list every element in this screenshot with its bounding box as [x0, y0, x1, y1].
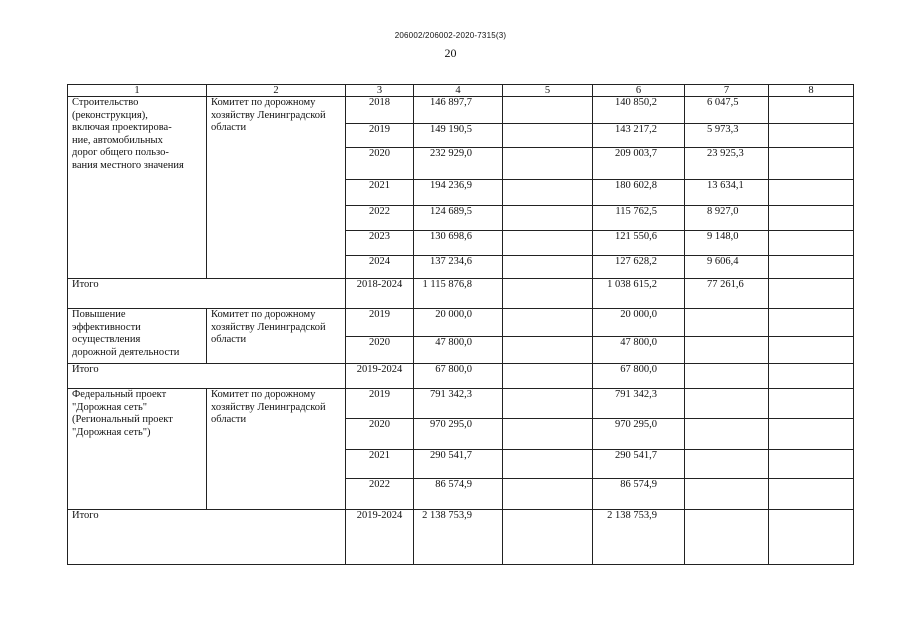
document-id: 206002/206002-2020-7315(3): [394, 31, 507, 40]
total-amount-cell: 20 000,0: [414, 309, 503, 337]
activity-name-line: (Региональный проект: [72, 414, 173, 425]
executor-name-line: Комитет по дорожному: [211, 309, 316, 320]
total-amount-cell: 146 897,7: [414, 97, 503, 124]
local-budget-cell: [685, 389, 769, 419]
federal-budget-cell: [503, 180, 593, 206]
regional-budget-cell: 47 800,0: [593, 337, 685, 364]
total-amount-cell: 149 190,5: [414, 124, 503, 148]
other-sources-cell: [769, 364, 854, 389]
total-amount-cell: 970 295,0: [414, 419, 503, 450]
activity-name-line: осуществления: [72, 334, 141, 345]
federal-budget-cell: [503, 206, 593, 231]
other-sources-cell: [769, 279, 854, 309]
regional-budget-cell: 115 762,5: [593, 206, 685, 231]
year-cell: 2021: [346, 180, 414, 206]
year-cell: 2021: [346, 450, 414, 479]
federal-budget-cell: [503, 510, 593, 565]
executor-name: [207, 309, 346, 364]
federal-budget-cell: [503, 309, 593, 337]
federal-budget-cell: [503, 148, 593, 180]
executor-name-line: Комитет по дорожному: [211, 389, 316, 400]
other-sources-cell: [769, 389, 854, 419]
activity-name: [68, 389, 207, 510]
other-sources-cell: [769, 180, 854, 206]
year-cell: 2024: [346, 256, 414, 279]
column-number: 4: [414, 85, 503, 97]
federal-budget-cell: [503, 389, 593, 419]
other-sources-cell: [769, 124, 854, 148]
total-amount-cell: 194 236,9: [414, 180, 503, 206]
activity-name-line: включая проектирова-: [72, 122, 172, 133]
table-row: [68, 97, 854, 124]
local-budget-cell: [685, 479, 769, 510]
column-number: 6: [593, 85, 685, 97]
activity-name-line: дорожной деятельности: [72, 346, 180, 358]
activity-name-line: вания местного значения: [72, 159, 184, 171]
total-period-cell: 2019-2024: [346, 364, 414, 389]
local-budget-cell: [685, 337, 769, 364]
other-sources-cell: [769, 479, 854, 510]
executor-name-line: хозяйству Ленинградской: [211, 321, 326, 333]
activity-name-line: "Дорожная сеть": [72, 401, 148, 413]
federal-budget-cell: [503, 124, 593, 148]
federal-budget-cell: [503, 364, 593, 389]
executor-name: [207, 389, 346, 510]
local-budget-cell: 9 148,0: [685, 231, 769, 256]
local-budget-cell: [685, 419, 769, 450]
year-cell: 2019: [346, 124, 414, 148]
regional-budget-cell: 1 038 615,2: [593, 279, 685, 309]
year-cell: 2020: [346, 337, 414, 364]
local-budget-cell: 6 047,5: [685, 97, 769, 124]
regional-budget-cell: 140 850,2: [593, 97, 685, 124]
year-cell: 2022: [346, 206, 414, 231]
regional-budget-cell: 209 003,7: [593, 148, 685, 180]
local-budget-cell: [685, 364, 769, 389]
column-number: 5: [503, 85, 593, 97]
activity-name: [68, 97, 207, 279]
activity-name-line: дорог общего пользо-: [72, 147, 169, 158]
activity-name-line: Повышение: [72, 309, 126, 320]
total-row: [68, 279, 854, 309]
total-amount-cell: 791 342,3: [414, 389, 503, 419]
total-amount-cell: 290 541,7: [414, 450, 503, 479]
total-row: [68, 510, 854, 565]
column-number-row: [68, 85, 854, 97]
other-sources-cell: [769, 510, 854, 565]
regional-budget-cell: 67 800,0: [593, 364, 685, 389]
year-cell: 2020: [346, 148, 414, 180]
year-cell: 2023: [346, 231, 414, 256]
total-period-cell: 2019-2024: [346, 510, 414, 565]
column-number: 7: [685, 85, 769, 97]
local-budget-cell: 9 606,4: [685, 256, 769, 279]
executor-name-line: хозяйству Ленинградской: [211, 401, 326, 413]
federal-budget-cell: [503, 231, 593, 256]
other-sources-cell: [769, 419, 854, 450]
regional-budget-cell: 86 574,9: [593, 479, 685, 510]
federal-budget-cell: [503, 256, 593, 279]
regional-budget-cell: 970 295,0: [593, 419, 685, 450]
total-amount-cell: 232 929,0: [414, 148, 503, 180]
local-budget-cell: 8 927,0: [685, 206, 769, 231]
year-cell: 2019: [346, 309, 414, 337]
local-budget-cell: 13 634,1: [685, 180, 769, 206]
year-cell: 2022: [346, 479, 414, 510]
other-sources-cell: [769, 206, 854, 231]
activity-name-line: (реконструкция),: [72, 109, 148, 121]
regional-budget-cell: 127 628,2: [593, 256, 685, 279]
other-sources-cell: [769, 309, 854, 337]
local-budget-cell: [685, 450, 769, 479]
activity-name: [68, 309, 207, 364]
regional-budget-cell: 180 602,8: [593, 180, 685, 206]
regional-budget-cell: 290 541,7: [593, 450, 685, 479]
total-amount-cell: 67 800,0: [414, 364, 503, 389]
executor-name-line: области: [211, 122, 247, 133]
year-cell: 2018: [346, 97, 414, 124]
page-number: 20: [444, 46, 457, 60]
executor-name-line: области: [211, 334, 247, 345]
column-number: 2: [207, 85, 346, 97]
total-amount-cell: 130 698,6: [414, 231, 503, 256]
total-amount-cell: 124 689,5: [414, 206, 503, 231]
total-row: [68, 364, 854, 389]
total-amount-cell: 47 800,0: [414, 337, 503, 364]
executor-name-line: области: [211, 414, 247, 425]
executor-name-line: Комитет по дорожному: [211, 97, 316, 108]
total-label: Итого: [68, 279, 346, 309]
executor-name: [207, 97, 346, 279]
activity-name-line: Федеральный проект: [72, 389, 167, 400]
local-budget-cell: 5 973,3: [685, 124, 769, 148]
table-row: [68, 309, 854, 337]
column-number: 8: [769, 85, 854, 97]
other-sources-cell: [769, 231, 854, 256]
activity-name-line: ние, автомобильных: [72, 134, 163, 146]
year-cell: 2019: [346, 389, 414, 419]
table-row: [68, 389, 854, 419]
activity-name-line: Строительство: [72, 97, 139, 108]
other-sources-cell: [769, 450, 854, 479]
activity-name-line: "Дорожная сеть"): [72, 426, 151, 438]
total-amount-cell: 86 574,9: [414, 479, 503, 510]
federal-budget-cell: [503, 279, 593, 309]
federal-budget-cell: [503, 479, 593, 510]
total-label: Итого: [68, 510, 346, 565]
total-amount-cell: 1 115 876,8: [414, 279, 503, 309]
local-budget-cell: [685, 309, 769, 337]
other-sources-cell: [769, 148, 854, 180]
column-number: 3: [346, 85, 414, 97]
federal-budget-cell: [503, 419, 593, 450]
year-cell: 2020: [346, 419, 414, 450]
budget-table: [67, 84, 854, 565]
federal-budget-cell: [503, 450, 593, 479]
local-budget-cell: 77 261,6: [685, 279, 769, 309]
federal-budget-cell: [503, 337, 593, 364]
activity-name-line: эффективности: [72, 321, 141, 333]
other-sources-cell: [769, 256, 854, 279]
federal-budget-cell: [503, 97, 593, 124]
total-amount-cell: 2 138 753,9: [414, 510, 503, 565]
regional-budget-cell: 791 342,3: [593, 389, 685, 419]
regional-budget-cell: 143 217,2: [593, 124, 685, 148]
total-period-cell: 2018-2024: [346, 279, 414, 309]
other-sources-cell: [769, 97, 854, 124]
total-label: Итого: [68, 364, 346, 389]
regional-budget-cell: 2 138 753,9: [593, 510, 685, 565]
executor-name-line: хозяйству Ленинградской: [211, 109, 326, 121]
column-number: 1: [68, 85, 207, 97]
other-sources-cell: [769, 337, 854, 364]
local-budget-cell: 23 925,3: [685, 148, 769, 180]
total-amount-cell: 137 234,6: [414, 256, 503, 279]
regional-budget-cell: 20 000,0: [593, 309, 685, 337]
local-budget-cell: [685, 510, 769, 565]
regional-budget-cell: 121 550,6: [593, 231, 685, 256]
